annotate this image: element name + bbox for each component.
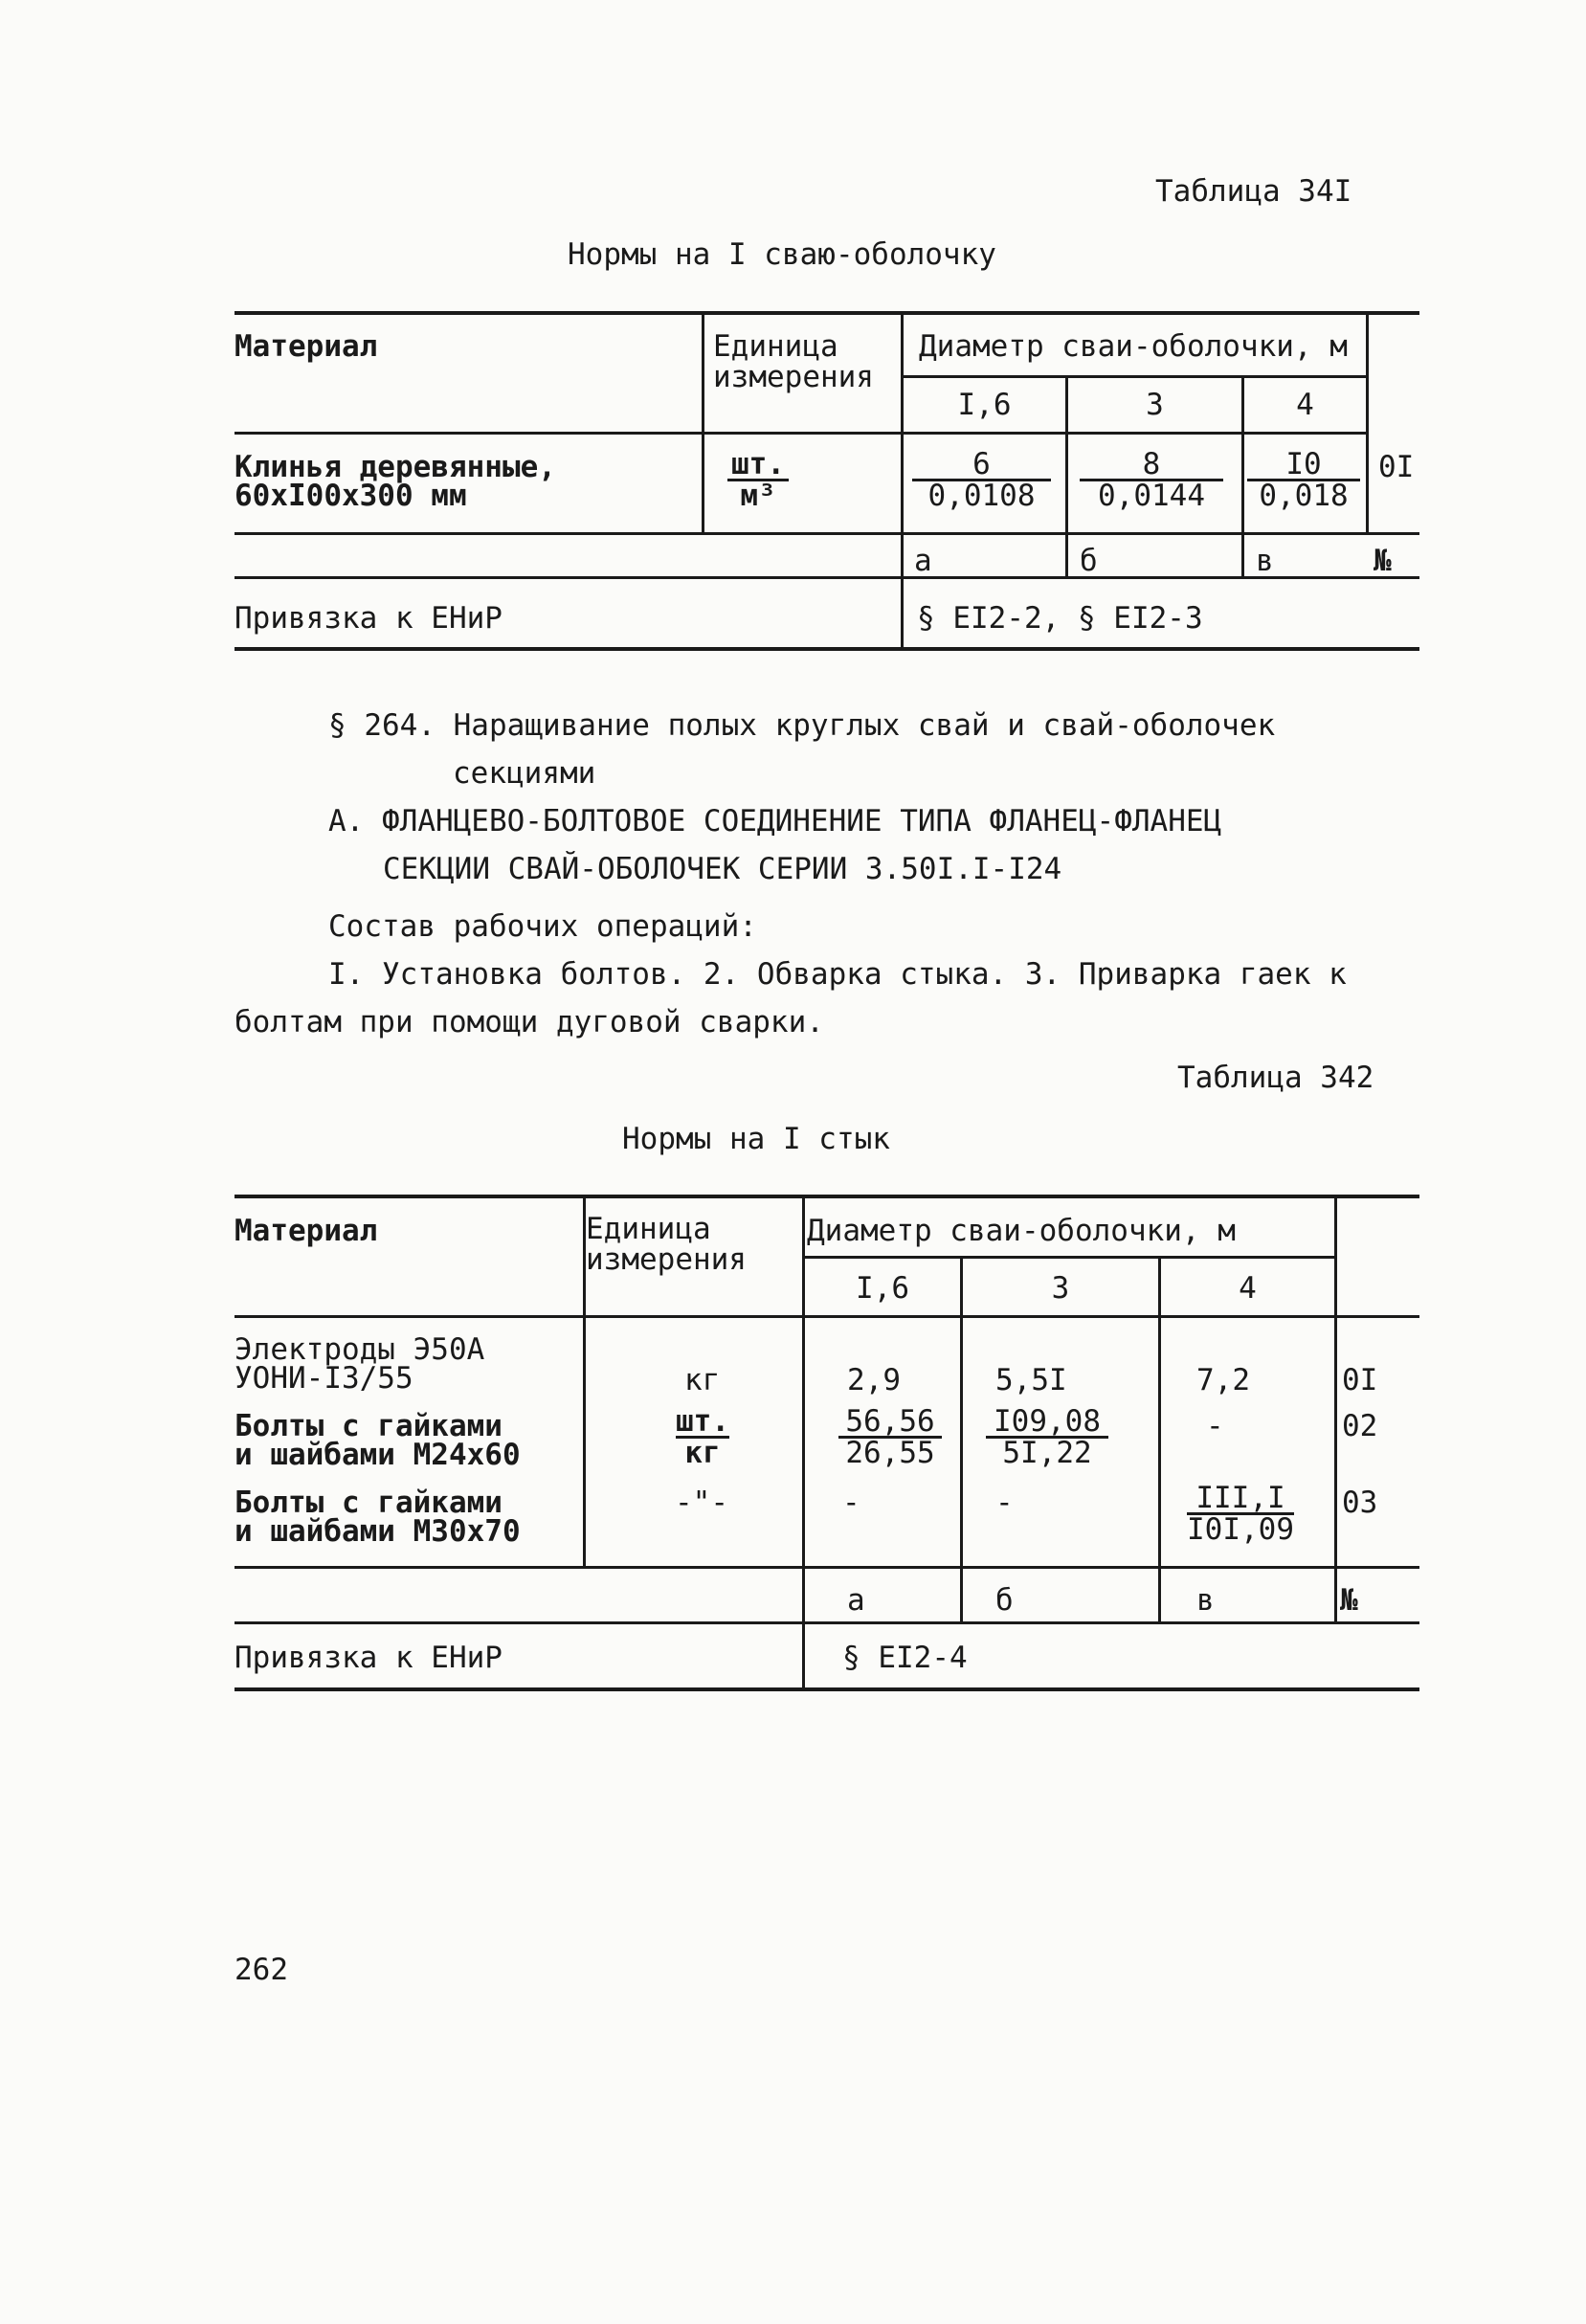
t341-row-c-num: I0 bbox=[1247, 450, 1360, 481]
t341-vline-code bbox=[1366, 313, 1369, 534]
operations-title: Состав рабочих операций: bbox=[328, 909, 757, 944]
page-number: 262 bbox=[235, 1953, 288, 1987]
t342-row3-value-b: - bbox=[995, 1486, 1014, 1520]
t342-row2-material-line2: и шайбами М24х60 bbox=[235, 1438, 521, 1472]
t341-bottom-rule bbox=[235, 647, 1419, 651]
t341-col-no: № bbox=[1374, 544, 1392, 578]
t342-row1-material-line2: УОНИ-I3/55 bbox=[235, 1361, 413, 1396]
operations-line2: болтам при помощи дуговой сварки. bbox=[235, 1005, 824, 1039]
t342-row3-c-num: III,I bbox=[1187, 1484, 1294, 1515]
t341-header-unit-line2: измерения bbox=[713, 360, 874, 394]
t342-row2-unit-den: кг bbox=[684, 1436, 721, 1470]
t342-row3-unit: -"- bbox=[675, 1486, 728, 1520]
t342-row2-value-c: - bbox=[1206, 1409, 1224, 1443]
t342-ref-label: Привязка к ЕНиР bbox=[235, 1641, 503, 1675]
t342-row2-a-num: 56,56 bbox=[838, 1407, 942, 1439]
t342-vline-d3 bbox=[1158, 1257, 1161, 1623]
t341-col-b: б bbox=[1080, 544, 1098, 578]
t341-row-b-num: 8 bbox=[1080, 450, 1223, 481]
t342-row2-value-a bbox=[838, 1404, 942, 1470]
t342-top-rule bbox=[235, 1195, 1419, 1198]
t342-header-unit-line2: измерения bbox=[586, 1242, 747, 1277]
t342-row2-a-den: 26,55 bbox=[845, 1436, 935, 1470]
t342-row3-material-line2: и шайбами М30х70 bbox=[235, 1514, 521, 1549]
t342-row3-material-line1: Болты с гайками bbox=[235, 1486, 503, 1520]
t341-row-unit-num: шт. bbox=[727, 450, 789, 481]
t342-header-d3: 4 bbox=[1239, 1271, 1257, 1306]
t341-ref-label: Привязка к ЕНиР bbox=[235, 601, 503, 636]
t342-row1-unit: кг bbox=[684, 1363, 721, 1397]
t341-header-d3: 4 bbox=[1296, 388, 1314, 422]
t341-vline-unit bbox=[702, 313, 704, 534]
section-heading-line1 bbox=[328, 708, 1275, 743]
section-heading-line2: секциями bbox=[453, 756, 596, 791]
t341-header-d1: I,6 bbox=[957, 388, 1012, 422]
t341-row-unit-den: м³ bbox=[740, 479, 776, 513]
t341-row-a-den: 0,0108 bbox=[927, 479, 1036, 513]
t341-row-material-line2: 60хI00х300 мм bbox=[235, 479, 467, 513]
t342-row3-value-a: - bbox=[842, 1486, 860, 1520]
t341-vline-d1 bbox=[901, 313, 904, 649]
t342-row2-value-b bbox=[986, 1404, 1108, 1470]
t342-row1-value-c: 7,2 bbox=[1196, 1363, 1250, 1397]
t342-col-c: в bbox=[1196, 1583, 1215, 1618]
t342-body-bottom-rule bbox=[235, 1566, 1419, 1569]
t342-row2-unit bbox=[676, 1404, 729, 1470]
t342-subheader-rule bbox=[802, 1256, 1336, 1259]
t342-row2-unit-num: шт. bbox=[676, 1404, 729, 1439]
t341-header-bottom-rule bbox=[235, 432, 1369, 435]
t342-vline-d2 bbox=[960, 1257, 963, 1623]
t342-row2-b-num: I09,08 bbox=[986, 1407, 1108, 1439]
t341-header-unit-line1: Единица bbox=[713, 329, 838, 364]
subsection-line1: А. ФЛАНЦЕВО-БОЛТОВОЕ СОЕДИНЕНИЕ ТИПА ФЛАНЕЦ-ФЛАНЕЦ bbox=[328, 804, 1222, 838]
subsection-line2: СЕКЦИИ СВАЙ-ОБОЛОЧЕК СЕРИИ 3.50I.I-I24 bbox=[383, 852, 1062, 886]
t342-header-unit-line1: Единица bbox=[586, 1212, 711, 1246]
table-341-title: Нормы на I сваю-оболочку bbox=[568, 237, 996, 272]
t342-col-b: б bbox=[995, 1583, 1014, 1618]
table-342-title: Нормы на I стык bbox=[622, 1122, 890, 1156]
t341-col-c: в bbox=[1256, 544, 1274, 578]
section-heading-line1-text: § 264. Наращивание полых круглых свай и свай-оболочек bbox=[328, 708, 1276, 743]
t341-header-diameter: Диаметр сваи-оболочки, м bbox=[919, 329, 1348, 364]
t342-row1-value-b: 5,5I bbox=[995, 1363, 1067, 1397]
t342-row3-c-den: I0I,09 bbox=[1187, 1512, 1294, 1547]
t341-row-unit bbox=[727, 447, 789, 513]
t341-row-a-num: 6 bbox=[912, 450, 1051, 481]
operations-line1: I. Установка болтов. 2. Обварка стыка. 3. Приварка гаек к bbox=[328, 957, 1347, 992]
t342-header-d1: I,6 bbox=[856, 1271, 909, 1306]
t342-row3-value-c bbox=[1187, 1481, 1294, 1547]
t342-col-no: № bbox=[1340, 1583, 1358, 1618]
t341-subheader-rule bbox=[903, 375, 1369, 378]
t342-ref-value: § ЕI2-4 bbox=[842, 1641, 968, 1675]
t341-row-c-den: 0,018 bbox=[1259, 479, 1349, 513]
t341-ref-value: § ЕI2-2, § ЕI2-3 bbox=[917, 601, 1203, 636]
t342-bottom-rule bbox=[235, 1687, 1419, 1691]
table-341-label: Таблица 34I bbox=[1155, 174, 1352, 209]
t342-header-diameter: Диаметр сваи-оболочки, м bbox=[807, 1214, 1236, 1248]
t341-top-rule bbox=[235, 311, 1419, 315]
t342-row2-material-line1: Болты с гайками bbox=[235, 1409, 503, 1443]
t342-header-material: Материал bbox=[235, 1214, 378, 1248]
t342-row1-code: 0I bbox=[1342, 1363, 1378, 1397]
t341-row-value-b bbox=[1080, 447, 1223, 513]
table-342-label: Таблица 342 bbox=[1177, 1061, 1374, 1095]
t342-header-d2: 3 bbox=[1051, 1271, 1070, 1306]
t342-row1-material-line1: Электроды Э50А bbox=[235, 1332, 485, 1367]
t342-vline-code bbox=[1334, 1196, 1337, 1623]
t342-row3-code: 03 bbox=[1342, 1486, 1378, 1520]
t341-row-code: 0I bbox=[1378, 450, 1415, 484]
t341-header-d2: 3 bbox=[1146, 388, 1164, 422]
t341-row-b-den: 0,0144 bbox=[1098, 479, 1205, 513]
t341-col-a: а bbox=[914, 544, 932, 578]
t341-row-value-c bbox=[1247, 447, 1360, 513]
t342-row1-value-a: 2,9 bbox=[847, 1363, 901, 1397]
t341-header-material: Материал bbox=[235, 329, 378, 364]
t341-row-material-line1: Клинья деревянные, bbox=[235, 450, 556, 484]
t342-row2-b-den: 5I,22 bbox=[1002, 1436, 1092, 1470]
t342-col-a: а bbox=[847, 1583, 865, 1618]
t342-cols-bottom-rule bbox=[235, 1621, 1419, 1624]
t341-row-value-a bbox=[912, 447, 1051, 513]
t342-row2-code: 02 bbox=[1342, 1409, 1378, 1443]
t342-header-bottom-rule bbox=[235, 1315, 1419, 1318]
